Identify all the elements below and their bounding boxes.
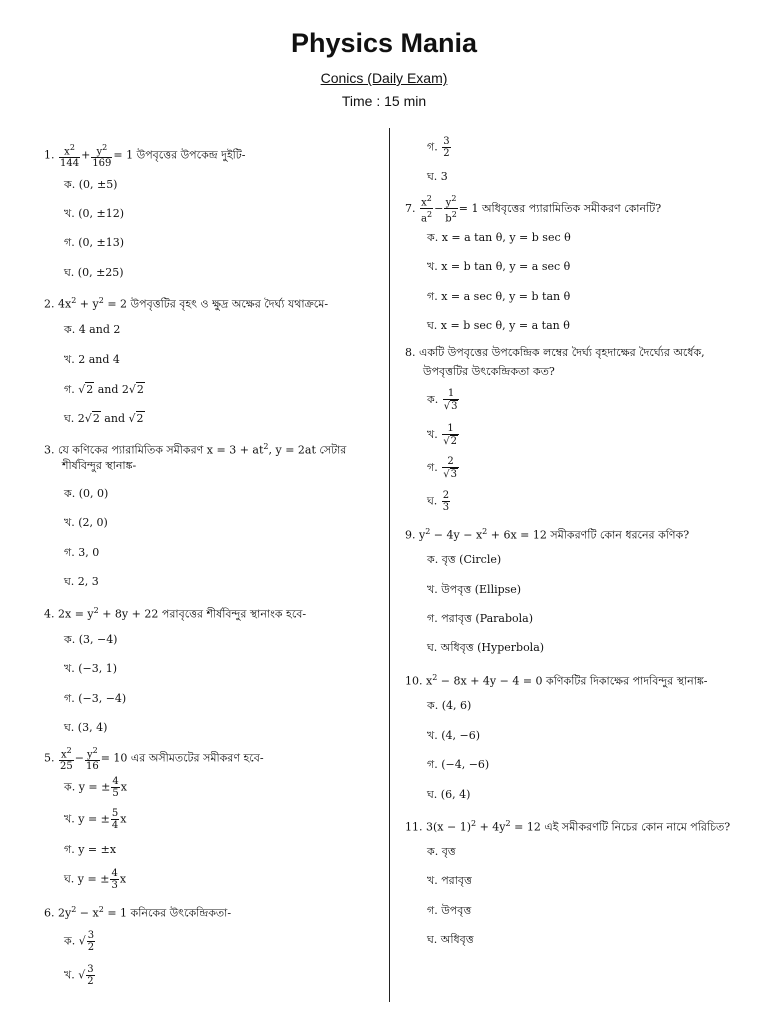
question-1: 1. $\frac{x^2}{144}$ + $\frac{y^2}{169}$ = 1 উপবৃত্তের উপকেন্দ্র দুইটি- <box>44 143 246 170</box>
question-number: 5. <box>44 751 55 765</box>
option[interactable]: গ. y = ±x <box>64 843 117 856</box>
option[interactable]: ঘ. অধিবৃত্ত (Hyperbola) <box>427 641 545 654</box>
question-text: উপবৃত্তটির বৃহৎ ও ক্ষুদ্র অক্ষের দৈর্ঘ্য যথাক্রমে- <box>130 297 329 311</box>
option-label: খ. <box>64 812 75 826</box>
option[interactable]: গ. (−3, −4) <box>64 692 127 705</box>
option-label: খ. <box>427 428 438 441</box>
option[interactable]: ক. (0, ±5) <box>64 178 118 191</box>
option[interactable]: খ. y = ± $\frac{5}{4}$ x <box>64 808 127 831</box>
option[interactable]: ঘ. 3 <box>427 170 448 183</box>
option[interactable]: গ. 3, 0 <box>64 546 100 559</box>
option-label: ঘ. <box>64 872 75 886</box>
option[interactable]: খ. √ $\frac{3}{2}$ <box>64 964 94 987</box>
question-text: এর অসীমতটের সমীকরণ হবে- <box>130 751 264 765</box>
question-7: 7. $\frac{x^2}{a^2}$ − $\frac{y^2}{b^2}$ = 1 অধিবৃত্তের প্যারামিতিক সমীকরণ কোনটি? <box>405 194 662 225</box>
option[interactable]: খ. x = b tan θ, y = a sec θ <box>427 260 571 273</box>
question-text: সমীকরণটি কোন ধরনের কণিক? <box>550 528 690 542</box>
option-label: খ. <box>64 968 75 982</box>
option[interactable]: ক. √ $\frac{3}{2}$ <box>64 930 95 953</box>
question-3: 3. যে কণিকের প্যারামিতিক সমীকরণ $x = 3 + at^2$, y = 2at সেটার <box>44 442 347 457</box>
question-number: 9. <box>405 528 416 542</box>
option[interactable]: খ. (−3, 1) <box>64 662 118 675</box>
option[interactable]: খ. পরাবৃত্ত <box>427 874 472 887</box>
option[interactable]: গ. উপবৃত্ত <box>427 904 472 917</box>
question-text-line2: উপবৃত্তটির উৎকেন্দ্রিকতা কত? <box>423 365 555 378</box>
question-text: অধিবৃত্তের প্যারামিতিক সমীকরণ কোনটি? <box>482 201 662 215</box>
question-text: উপবৃত্তের উপকেন্দ্র দুইটি- <box>136 148 246 162</box>
question-4: 4. $2x = y^2 + 8y + 22$ পরাবৃত্তের শীর্ষবিন্দুর স্থানাংক হবে- <box>44 606 307 621</box>
question-5: 5. $\frac{x^2}{25}$ − $\frac{y^2}{16}$ = 10 এর অসীমতটের সমীকরণ হবে- <box>44 746 264 773</box>
question-number: 6. <box>44 906 55 920</box>
option[interactable]: ঘ. $\frac{2}{3}$ <box>427 490 450 513</box>
question-11: 11. $3(x - 1)^2 + 4y^2 = 12$ এই সমীকরণটি নিচের কোন নামে পরিচিত? <box>405 819 731 834</box>
exam-subtitle-text: Conics (Daily Exam) <box>320 70 448 86</box>
question-text: একটি উপবৃত্তের উপকেন্দ্রিক লম্বের দৈর্ঘ্য বৃহদাক্ষের দৈর্ঘ্যের অর্ধেক, <box>419 346 705 359</box>
option[interactable]: ক. বৃত্ত <box>427 845 456 858</box>
math-fraction: $\frac{y^2}{16}$ <box>85 746 99 773</box>
question-10: 10. $x^2 - 8x + 4y - 4 = 0$ কণিকটির দিকাক্ষের পাদবিন্দুর স্থানাঙ্ক- <box>405 673 708 688</box>
exam-time: Time : 15 min <box>341 93 427 109</box>
question-number: 3. <box>44 443 55 457</box>
option-label: গ. <box>427 140 438 154</box>
question-text-line2: শীর্ষবিন্দুর স্থানাঙ্ক- <box>62 459 137 472</box>
option[interactable]: গ. √2 and 2√2 <box>64 383 144 396</box>
question-number: 1. <box>44 148 55 162</box>
column-divider <box>389 128 390 1002</box>
option[interactable]: খ. 2 and 4 <box>64 353 120 366</box>
math-fraction: $\frac{y^2}{169}$ <box>92 143 112 170</box>
option[interactable]: খ. (2, 0) <box>64 516 108 529</box>
option[interactable]: ক. y = ± $\frac{4}{5}$ x <box>64 776 127 799</box>
option[interactable]: গ. (0, ±13) <box>64 236 124 249</box>
option[interactable]: খ. (4, −6) <box>427 729 481 742</box>
question-text: কনিকের উৎকেন্দ্রিকতা- <box>130 906 232 920</box>
option[interactable]: ঘ. (3, 4) <box>64 721 108 734</box>
option[interactable]: ঘ. 2, 3 <box>64 575 99 588</box>
question-number: 11. <box>405 820 423 834</box>
math-fraction: $\frac{x^2}{a^2}$ <box>421 194 433 225</box>
question-number: 10. <box>405 674 423 688</box>
option[interactable]: ঘ. (6, 4) <box>427 788 471 801</box>
question-2: 2. $4x^2 + y^2 = 2$ উপবৃত্তটির বৃহৎ ও ক্ষুদ্র অক্ষের দৈর্ঘ্য যথাক্রমে- <box>44 296 329 311</box>
option[interactable]: গ. পরাবৃত্ত (Parabola) <box>427 612 534 625</box>
question-text: যে কণিকের প্যারামিতিক সমীকরণ x = 3 + at <box>58 443 264 457</box>
option-label: গ. <box>64 383 75 396</box>
math-fraction: $\frac{x^2}{25}$ <box>60 746 73 773</box>
option[interactable]: খ. (0, ±12) <box>64 207 125 220</box>
option[interactable]: ক. 4 and 2 <box>64 323 121 336</box>
math-fraction: $\frac{x^2}{144}$ <box>60 143 80 170</box>
question-number: 7. <box>405 201 416 215</box>
option[interactable]: ক. x = a tan θ, y = b sec θ <box>427 231 571 244</box>
question-number: 8. <box>405 346 416 359</box>
option-label: ঘ. <box>427 494 438 508</box>
option-label: ক. <box>427 393 439 406</box>
option[interactable]: ঘ. x = b sec θ, y = a tan θ <box>427 319 570 332</box>
option[interactable]: খ. উপবৃত্ত (Ellipse) <box>427 583 522 596</box>
option-label: ঘ. <box>64 412 75 425</box>
option-label: ক. <box>64 934 76 948</box>
math-fraction: $\frac{y^2}{b^2}$ <box>445 194 457 225</box>
option[interactable]: ক. (0, 0) <box>64 487 109 500</box>
exam-subtitle <box>0 70 768 86</box>
option[interactable]: ক. (4, 6) <box>427 699 472 712</box>
option[interactable]: ক. বৃত্ত (Circle) <box>427 553 502 566</box>
option[interactable]: ঘ. y = ± $\frac{4}{3}$ x <box>64 868 127 891</box>
question-number: 4. <box>44 607 55 621</box>
option[interactable]: গ. (−4, −6) <box>427 758 490 771</box>
option[interactable]: ঘ. 2√2 and √2 <box>64 412 144 425</box>
option[interactable]: গ. $\frac{3}{2}$ <box>427 136 450 159</box>
question-text: , y = 2at সেটার <box>268 443 347 457</box>
option[interactable]: গ. x = a sec θ, y = b tan θ <box>427 290 571 303</box>
option[interactable]: ঘ. অধিবৃত্ত <box>427 933 474 946</box>
option[interactable]: খ. $\frac{1}{√2}$ <box>427 423 457 447</box>
option[interactable]: ক. (3, −4) <box>64 633 118 646</box>
question-text: এই সমীকরণটি নিচের কোন নামে পরিচিত? <box>544 820 731 834</box>
question-8 <box>405 346 705 360</box>
option[interactable]: ক. $\frac{1}{√3}$ <box>427 388 458 412</box>
question-6: 6. $2y^2 - x^2 = 1$ কনিকের উৎকেন্দ্রিকতা- <box>44 905 232 920</box>
option-label: ক. <box>64 780 76 794</box>
question-text: পরাবৃত্তের শীর্ষবিন্দুর স্থানাংক হবে- <box>161 607 307 621</box>
option[interactable]: গ. $\frac{2}{√3}$ <box>427 456 457 480</box>
question-9: 9. $y^2 - 4y - x^2 + 6x = 12$ সমীকরণটি কোন ধরনের কণিক? <box>405 527 690 542</box>
option-label: গ. <box>427 461 438 474</box>
question-text: কণিকটির দিকাক্ষের পাদবিন্দুর স্থানাঙ্ক- <box>546 674 708 688</box>
question-number: 2. <box>44 297 55 311</box>
option[interactable]: ঘ. (0, ±25) <box>64 266 124 279</box>
page-title: Physics Mania <box>290 28 478 58</box>
